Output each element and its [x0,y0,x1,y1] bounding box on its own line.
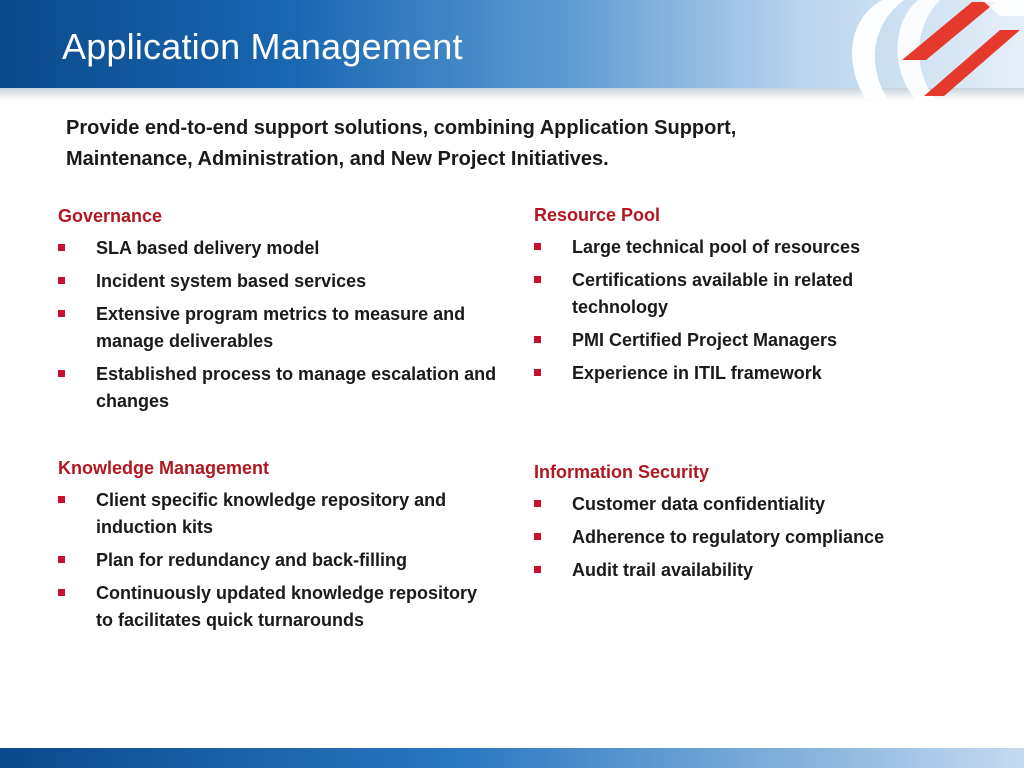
footer-band [0,748,1024,768]
governance-list [58,235,498,415]
list-item: SLA based delivery model [58,235,498,262]
bullet-icon [534,500,541,507]
knowledge-list [58,487,498,634]
bullet-icon [534,533,541,540]
list-item: Experience in ITIL framework [534,360,934,387]
security-list [534,491,954,584]
security-section [534,461,954,590]
slide-subtitle: Provide end-to-end support solutions, combining Application Support, Maintenance, Administration, and New Project Initiatives. [66,117,737,170]
bullet-icon [534,369,541,376]
bullet-icon [534,336,541,343]
list-item: Adherence to regulatory compliance [534,524,954,551]
security-heading: Information Security [534,462,710,482]
list-item: PMI Certified Project Managers [534,327,934,354]
list-item: Established process to manage escalation and changes [58,361,498,415]
resource-section [534,204,934,393]
list-item: Incident system based services [58,268,498,295]
governance-heading: Governance [58,206,163,226]
bullet-icon [58,589,65,596]
list-item: Client specific knowledge repository and induction kits [58,487,498,541]
bullet-icon [534,276,541,283]
list-item: Audit trail availability [534,557,954,584]
bullet-icon [58,310,65,317]
bullet-icon [58,244,65,251]
knowledge-heading: Knowledge Management [58,458,270,478]
bullet-icon [58,556,65,563]
list-item: Plan for redundancy and back-filling [58,547,498,574]
bullet-icon [58,370,65,377]
bullet-icon [534,243,541,250]
knowledge-section [58,457,498,640]
list-item: Continuously updated knowledge repository to facilitates quick turnarounds [58,580,498,634]
resource-list [534,234,934,387]
list-item: Large technical pool of resources [534,234,934,261]
bullet-icon [58,496,65,503]
slide-title: Application Management [62,26,463,67]
governance-section [58,205,498,421]
list-item: Extensive program metrics to measure and manage deliverables [58,301,498,355]
list-item: Customer data confidentiality [534,491,954,518]
bullet-icon [58,277,65,284]
bullet-icon [534,566,541,573]
brand-logo-icon [832,0,1024,100]
list-item: Certifications available in related technology [534,267,934,321]
resource-heading: Resource Pool [534,205,661,225]
